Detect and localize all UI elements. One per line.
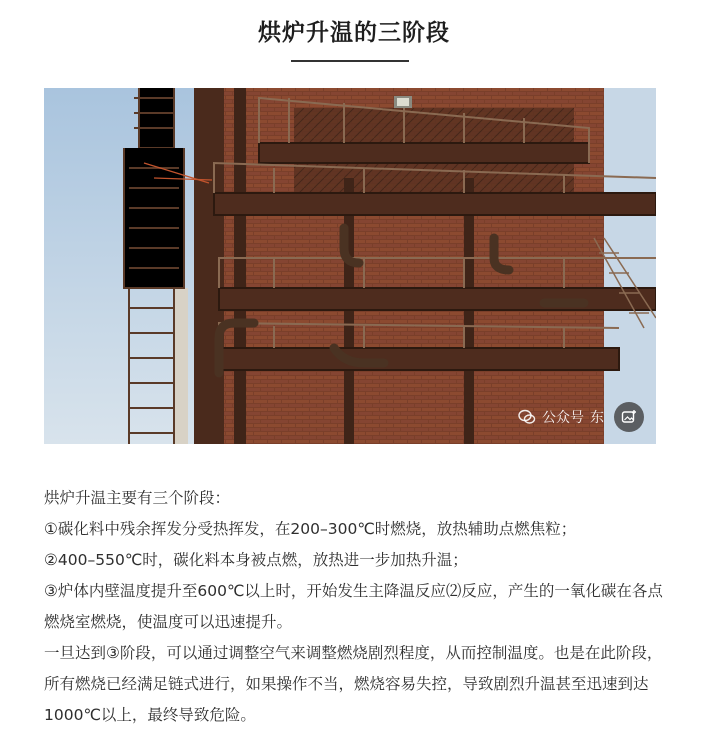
paragraph-stage-3: ③炉体内壁温度提升至600℃以上时，开始发生主降温反应⑵反应，产生的一氧化碳在各点燃烧室燃烧，使温度可以迅速提升。 <box>44 582 663 631</box>
watermark <box>518 402 644 432</box>
paragraph-control: 一旦达到③阶段，可以通过调整空气来调整燃烧剧烈程度，从而控制温度。也是在此阶段，所有燃烧已经满足链式进行，如果操作不当，燃烧容易失控，导致剧烈升温甚至迅速到达1000℃以上，最终导致危险。 <box>44 644 663 724</box>
wechat-icon <box>518 408 536 426</box>
add-to-album-button[interactable] <box>614 402 644 432</box>
watermark-source-label: 公众号 <box>542 410 584 426</box>
watermark-account-name: 东 <box>590 410 604 426</box>
article-title: 烘炉升温的三阶段 <box>258 20 450 46</box>
paragraph-stage-2: ②400–550℃时，碳化料本身被点燃，放热进一步加热升温； <box>44 551 468 569</box>
title-underline <box>291 60 409 62</box>
article-body <box>44 483 664 731</box>
paragraph-stage-1: ①碳化料中残余挥发分受热挥发，在200–300℃时燃烧，放热辅助点燃焦粒； <box>44 520 577 538</box>
furnace-photo[interactable] <box>44 88 656 444</box>
paragraph-intro: 烘炉升温主要有三个阶段： <box>44 489 231 507</box>
add-photo-icon <box>621 409 637 425</box>
